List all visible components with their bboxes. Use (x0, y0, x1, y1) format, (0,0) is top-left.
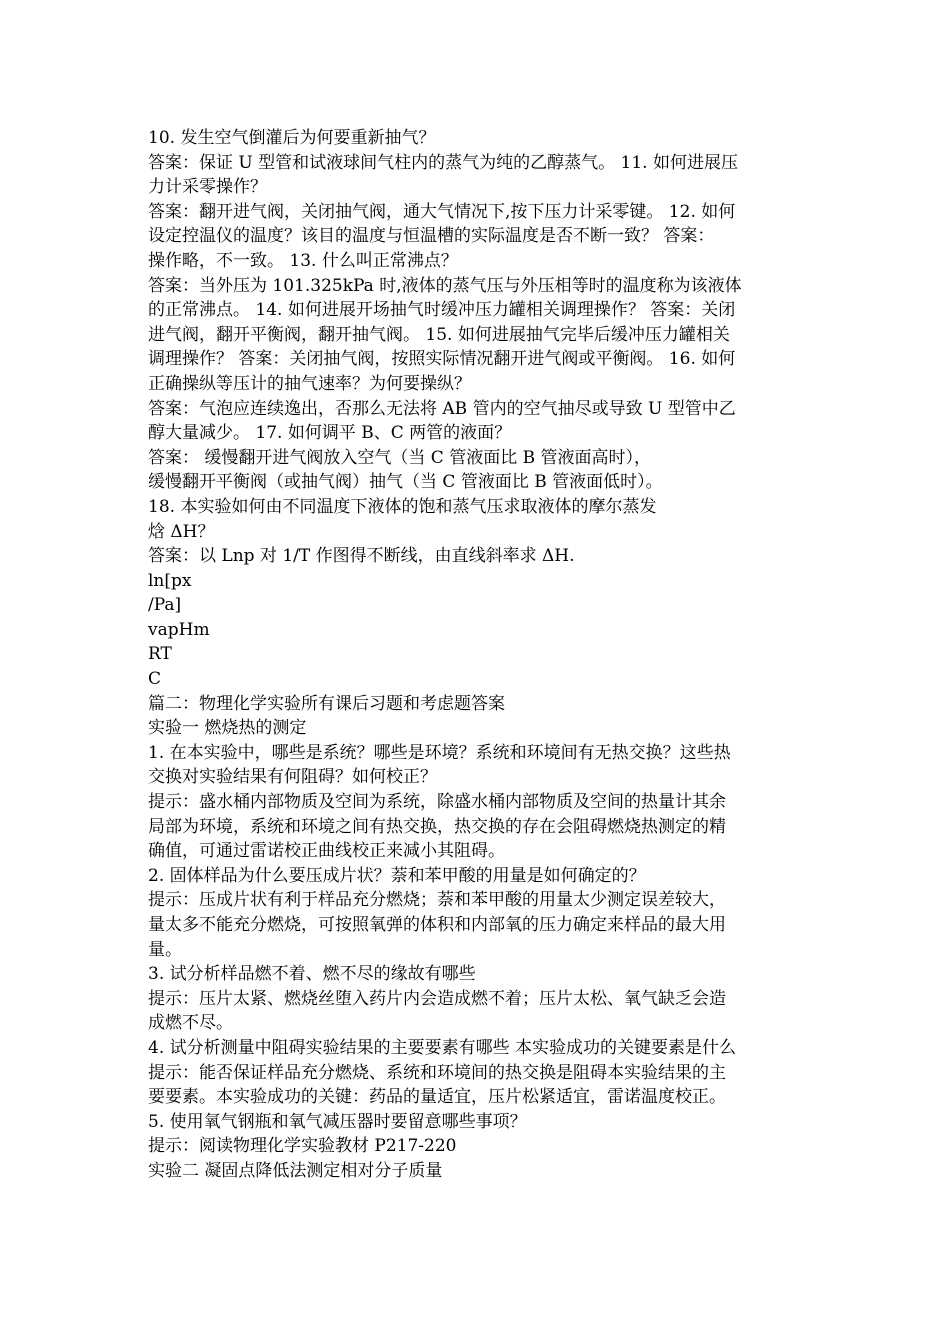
document-body (148, 126, 808, 1184)
text-line: 进气阀，翻开平衡阀，翻开抽气阀。 15. 如何进展抽气完毕后缓冲压力罐相关 (148, 324, 730, 345)
text-line: 调理操作？ 答案：关闭抽气阀，按照实际情况翻开进气阀或平衡阀。 16. 如何 (148, 349, 736, 370)
text-line: 醇大量减少。 17. 如何调平 B、C 两管的液面？ (148, 423, 512, 444)
formula-fragment: vapHm (148, 619, 210, 640)
text-line: 交换对实验结果有何阻碍？如何校正？ (148, 767, 437, 788)
text-line: 1. 在本实验中，哪些是系统？哪些是环境？系统和环境间有无热交换？这些热 (148, 742, 731, 763)
formula-fragment: ln[px (148, 570, 192, 591)
text-line: 量。 (148, 939, 182, 960)
section-heading: 篇二：物理化学实验所有课后习题和考虑题答案 (148, 693, 505, 714)
text-line: 缓慢翻开平衡阀（或抽气阀）抽气（当 C 管液面比 B 管液面低时）。 (148, 472, 663, 493)
text-line: 量太多不能充分燃烧，可按照氧弹的体积和内部氧的压力确定来样品的最大用 (148, 915, 726, 935)
text-line: 答案： 缓慢翻开进气阀放入空气（当 C 管液面比 B 管液面高时）， (148, 447, 652, 468)
text-line: 焓 ΔH？ (148, 521, 215, 542)
text-line: 的正常沸点。 14. 如何进展开场抽气时缓冲压力罐相关调理操作？ 答案：关闭 (148, 300, 736, 321)
text-line: 确值，可通过雷诺校正曲线校正来减小其阻碍。 (148, 841, 505, 862)
text-line: 3. 试分析样品燃不着、燃不尽的缘故有哪些 (148, 964, 476, 985)
experiment-title: 实验一 燃烧热的测定 (148, 718, 307, 739)
text-line: 答案：当外压为 101.325kPa 时,液体的蒸气压与外压相等时的温度称为该液体 (148, 275, 742, 296)
text-line: 10. 发生空气倒灌后为何要重新抽气？ (148, 128, 436, 148)
experiment-title: 实验二 凝固点降低法测定相对分子质量 (148, 1160, 443, 1181)
text-line: 力计采零操作？ (148, 177, 267, 198)
text-line: 5. 使用氧气钢瓶和氧气减压器时要留意哪些事项？ (148, 1111, 527, 1132)
text-line: 设定控温仪的温度？该目的温度与恒温槽的实际温度是否不断一致？ 答案： (148, 226, 715, 247)
text-line: 提示：能否保证样品充分燃烧、系统和环境间的热交换是阻碍本实验结果的主 (148, 1062, 726, 1083)
text-line: 要要素。本实验成功的关键：药品的量适宜，压片松紧适宜，雷诺温度校正。 (148, 1087, 726, 1108)
text-line: 答案：气泡应连续逸出，否那么无法将 AB 管内的空气抽尽或导致 U 型管中乙 (148, 398, 736, 419)
text-line: 提示：盛水桶内部物质及空间为系统，除盛水桶内部物质及空间的热量计其余 (148, 792, 726, 813)
text-line: 提示：压片太紧、燃烧丝堕入药片内会造成燃不着；压片太松、氧气缺乏会造 (148, 988, 726, 1009)
formula-fragment: RT (148, 644, 172, 665)
text-line: 18. 本实验如何由不同温度下液体的饱和蒸气压求取液体的摩尔蒸发 (148, 496, 657, 517)
text-line: 答案：翻开进气阀，关闭抽气阀，通大气情况下,按下压力计采零键。 12. 如何 (148, 201, 736, 222)
text-line: 提示：压成片状有利于样品充分燃烧；萘和苯甲酸的用量太少测定误差较大， (148, 890, 726, 911)
text-line: 答案：保证 U 型管和试液球间气柱内的蒸气为纯的乙醇蒸气。 11. 如何进展压 (148, 152, 738, 173)
text-line: 提示：阅读物理化学实验教材 P217-220 (148, 1136, 457, 1157)
text-line: 答案：以 Lnp 对 1/T 作图得不断线，由直线斜率求 ΔH. (148, 546, 575, 567)
text-line: 局部为环境，系统和环境之间有热交换，热交换的存在会阻碍燃烧热测定的精 (148, 816, 726, 837)
text-line: 操作略，不一致。 13. 什么叫正常沸点？ (148, 250, 458, 271)
text-line: 2. 固体样品为什么要压成片状？萘和苯甲酸的用量是如何确定的？ (148, 865, 646, 886)
text-line: 4. 试分析测量中阻碍实验结果的主要要素有哪些 本实验成功的关键要素是什么 (148, 1037, 737, 1058)
formula-fragment: /Pa] (148, 595, 182, 616)
text-line: 成燃不尽。 (148, 1013, 233, 1034)
formula-fragment: C (148, 669, 162, 690)
text-line: 正确操纵等压计的抽气速率？为何要操纵？ (148, 373, 471, 394)
